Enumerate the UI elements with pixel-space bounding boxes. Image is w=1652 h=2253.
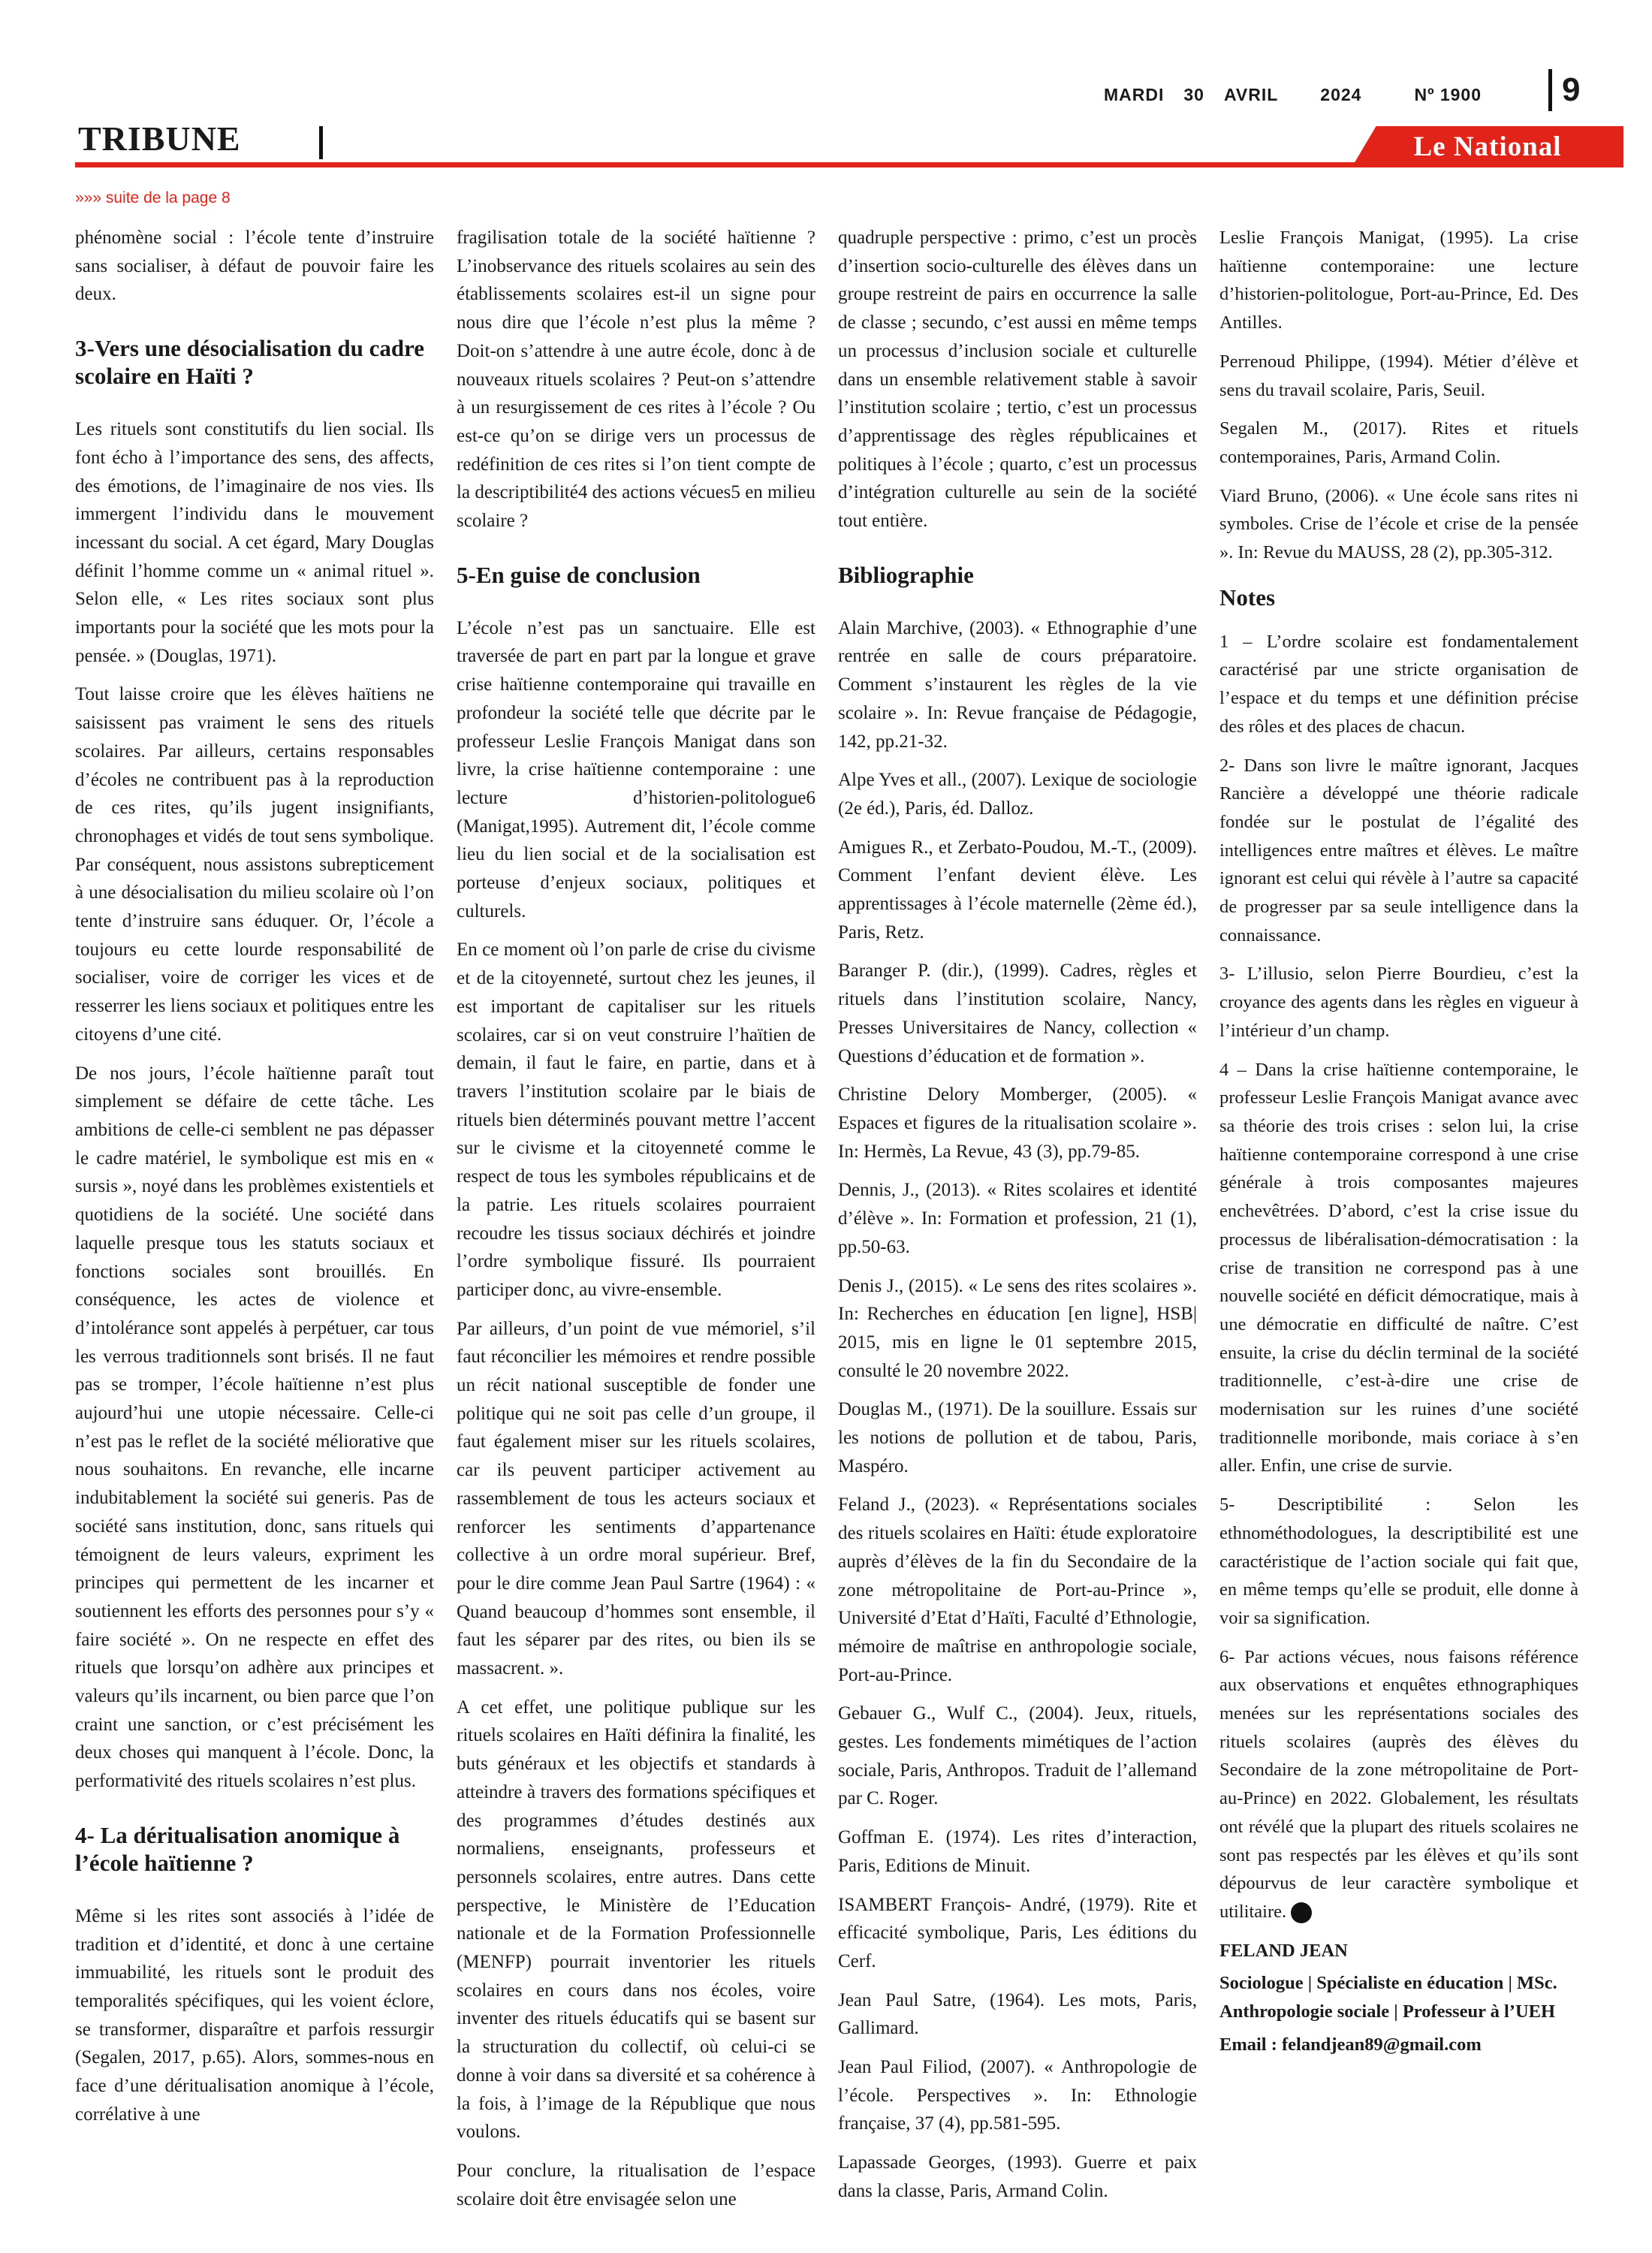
author-credentials: Sociologue | Spécialiste en éducation | MSc. Anthropologie sociale | Professeur à l’UEH — [1219, 1973, 1557, 2022]
section-rubric: TRIBUNE — [78, 119, 241, 158]
paragraph: Les rituels sont constitutifs du lien social. Ils font écho à l’importance des sens, des affects, des émotions, de l’imaginaire de nos vies. Ils immergent l’individu dans le mouvement incessant du social. A cet égard, Mary Douglas définit l’homme comme un « animal rituel ». Selon elle, « Les rites sociaux sont plus importants pour la société que les mots pour la pensée. » (Douglas, 1971). — [75, 419, 434, 666]
bibliography-entry: Gebauer G., Wulf C., (2004). Jeux, rituels, gestes. Les fondements mimétiques de l’action sociale, Paris, Anthropos. Traduit de l’allemand par C. Roger. — [838, 1703, 1197, 1809]
paragraph: L’école n’est pas un sanctuaire. Elle est traversée de part en part par la longue et grave crise haïtienne contemporaine qui travaille en profondeur la société telle que décrite par le professeur Leslie François Manigat dans son livre, la crise haïtienne contemporaine : une lecture d’historien-politologue6 (Manigat,1995). Autrement dit, l’école comme lieu du lien social et de la socialisation est porteuse d’enjeux sociaux, politiques et culturels. — [457, 617, 815, 921]
page-number: 9 — [1562, 71, 1581, 108]
note-item — [1219, 1643, 1578, 1926]
bibliography-entry: Christine Delory Momberger, (2005). « Espaces et figures de la ritualisation scolaire ». In: Hermès, La Revue, 43 (3), pp.79-85. — [838, 1084, 1197, 1162]
paragraph: quadruple perspective : primo, c’est un procès d’insertion socio-culturelle des élèves dans un groupe restreint de pairs en occurrence la salle de classe ; secundo, c’est aussi en même temps un processus d’inclusion sociale et culturelle dans un ensemble relativement stable à savoir l’institution scolaire ; tertio, c’est un processus d’apprentissage des règles républicaines et politiques à l’école ; quarto, c’est un processus d’intégration culturelle au sein de la société tout entière. — [838, 228, 1197, 532]
paragraph: Pour conclure, la ritualisation de l’espace scolaire doit être envisagée selon une — [457, 2161, 815, 2209]
section-heading: 5-En guise de conclusion — [457, 561, 701, 588]
bibliography-entry: Segalen M., (2017). Rites et rituels contemporaines, Paris, Armand Colin. — [1219, 418, 1578, 467]
paragraph: Par ailleurs, d’un point de vue mémoriel, s’il faut réconcilier les mémoires et rendre possible un récit national susceptible de fonder une politique qui ne soit pas celle d’un groupe, il faut également miser sur les rituels scolaires, car ils peuvent participer activement au rassemblement de tous les acteurs sociaux et renforcer les sentiments d’appartenance collective à un ordre moral supérieur. Bref, pour le dire comme Jean Paul Sartre (1964) : « Quand beaucoup d’hommes sont ensemble, il faut les séparer par des rites, ou bien ils se massacrent. ». — [457, 1318, 815, 1679]
paragraph: fragilisation totale de la société haïtienne ? L’inobservance des rituels scolaires au sein des établissements scolaires est-il un signe pour nous dire que l’école n’est plus la même ? Doit-on s’attendre à une autre école, donc à de nouveaux rituels scolaires ? Peut-on s’attendre à un resurgissement de ces rites à l’école ? Ou est-ce qu’on se dirige vers un processus de redéfinition de ces rites si l’on tient compte de la descriptibilité4 des actions vécues5 en milieu scolaire ? — [457, 228, 815, 532]
bibliography-entry: ISAMBERT François- André, (1979). Rite et efficacité symbolique, Paris, Les éditions du Cerf. — [838, 1894, 1197, 1971]
paragraph: Même si les rites sont associés à l’idée de tradition et d’identité, et donc à une certaine immuabilité, les rituels sont le produit des temporalités spécifiques, qui les voient éclore, se transformer, disparaître et parfois ressurgir (Segalen, 2017, p.65). Alors, sommes-nous en face d’une déritualisation anomique à l’école, corrélative à une — [75, 1905, 434, 2125]
note-item: 5- Descriptibilité : Selon les ethnométhodologues, la descriptibilité est une caractéristique de l’action sociale qui fait que, en même temps qu’elle se produit, elle donne à voir sa signification. — [1219, 1494, 1578, 1628]
bibliography-entry: Dennis, J., (2013). « Rites scolaires et identité d’élève ». In: Formation et profession, 21 (1), pp.50-63. — [838, 1180, 1197, 1257]
bibliography-entry: Denis J., (2015). « Le sens des rites scolaires ». In: Recherches en éducation [en ligne], HSB| 2015, mis en ligne le 01 septembre 2015, consulté le 20 novembre 2022. — [838, 1275, 1197, 1381]
bibliography-entry: Douglas M., (1971). De la souillure. Essais sur les notions de pollution et de tabou, Paris, Maspéro. — [838, 1399, 1197, 1476]
issue-day: MARDI — [1104, 85, 1165, 104]
issue-number: Nº 1900 — [1414, 85, 1482, 104]
bibliography-entry: Goffman E. (1974). Les rites d’interaction, Paris, Editions de Minuit. — [838, 1827, 1197, 1876]
issue-month: AVRIL — [1223, 85, 1279, 104]
rubric-divider — [319, 126, 323, 159]
masthead-logo: Le National — [1413, 131, 1562, 162]
note-text: 6- Par actions vécues, nous faisons référence aux observations et enquêtes ethnographiques menées sur les représentations sociales des rituels scolaires (auprès des élèves du Secondaire de la zone métropolitaine de Port-au-Prince) en 2022. Globalement, les résultats ont révélé que la plupart des rituels scolaires ne sont pas respectés par les élèves et qu’ils sont dépourvus de leur caractère symbolique et utilitaire. — [1219, 1646, 1578, 1922]
bibliography-heading: Bibliographie — [838, 561, 974, 588]
continued-from-note: »»» suite de la page 8 — [75, 189, 231, 207]
bibliography-entry: Feland J., (2023). « Représentations sociales des rituels scolaires en Haïti: étude exploratoire auprès d’élèves de la fin du Secondaire de la zone métropolitaine de Port-au-Prince », Université d’Etat d’Haïti, Faculté d’Ethnologie, mémoire de maîtrise en anthropologie sociale, Port-au-Prince. — [838, 1494, 1197, 1685]
header-divider — [1548, 69, 1552, 111]
note-item: 4 – Dans la crise haïtienne contemporaine, le professeur Leslie François Manigat avance avec sa théorie des trois crises : selon lui, la crise haïtienne contemporaine correspond à une crise générale à trois composantes majeures enchevêtrées. D’abord, c’est la crise issue du processus de libéralisation-démocratisation : la crise de transition ne correspond pas à une nouvelle société en déficit démocratique, mais à une démocratie en difficulté de naître. C’est ensuite, la crise du déclin terminal de la société traditionnelle, c’est-à-dire une crise de modernisation sur les ruines d’une société traditionnelle moribonde, mais coriace à s’en aller. Enfin, une crise de survie. — [1219, 1059, 1578, 1476]
end-of-article-icon — [1291, 1902, 1312, 1923]
bibliography-entry: Lapassade Georges, (1993). Guerre et paix dans la classe, Paris, Armand Colin. — [838, 2152, 1197, 2201]
bibliography-entry: Alain Marchive, (2003). « Ethnographie d’une rentrée en salle de cours préparatoire. Comment s’instaurent les règles de la vie scolaire ». In: Revue française de Pédagogie, 142, pp.21-32. — [838, 617, 1197, 752]
article-column-3 — [838, 224, 1197, 2216]
issue-year: 2024 — [1320, 85, 1362, 104]
issue-date-line — [1104, 85, 1524, 105]
bibliography-entry: Jean Paul Satre, (1964). Les mots, Paris, Gallimard. — [838, 1989, 1197, 2039]
bibliography-entry: Viard Bruno, (2006). « Une école sans rites ni symboles. Crise de l’école et crise de la pensée ». In: Revue du MAUSS, 28 (2), pp.305-312. — [1219, 485, 1578, 563]
article-column-2 — [457, 224, 815, 2224]
paragraph: phénomène social : l’école tente d’instruire sans socialiser, à défaut de pouvoir faire les deux. — [75, 228, 434, 305]
bibliography-entry: Baranger P. (dir.), (1999). Cadres, règles et rituels dans l’institution scolaire, Nancy, Presses Universitaires de Nancy, collection « Questions d’éducation et de formation ». — [838, 961, 1197, 1066]
author-email: Email : felandjean89@gmail.com — [1219, 2034, 1482, 2055]
paragraph: En ce moment où l’on parle de crise du civisme et de la citoyenneté, surtout chez les jeunes, il est important de capitaliser sur les rituels scolaires, car si on veut construire l’haïtien de demain, il faut le faire, en partie, dans et à travers l’institution scolaire par le biais de rituels bien déterminés pouvant mettre l’accent sur le civisme et la citoyenneté comme le respect de tous les symboles républicains et de la patrie. Les rituels scolaires pourraient recoudre les tissus sociaux déchirés et joindre l’ordre symbolique fissuré. Ils pourraient participer donc, au vivre-ensemble. — [457, 940, 815, 1300]
note-item: 3- L’illusio, selon Pierre Bourdieu, c’est la croyance des agents dans les règles en vigueur à l’intérieur d’un champ. — [1219, 964, 1578, 1041]
article-column-1 — [75, 224, 434, 2139]
article-column-4 — [1219, 224, 1578, 2063]
bibliography-entry: Leslie François Manigat, (1995). La crise haïtienne contemporaine: une lecture d’historien-politologue, Port-au-Prince, Ed. Des Antilles. — [1219, 228, 1578, 333]
bibliography-entry: Jean Paul Filiod, (2007). « Anthropologie de l’école. Perspectives ». In: Ethnologie française, 37 (4), pp.581-595. — [838, 2057, 1197, 2134]
author-name: FELAND JEAN — [1219, 1940, 1348, 1961]
paragraph: Tout laisse croire que les élèves haïtiens ne saisissent pas vraiment le sens des rituels scolaires. Par ailleurs, certains responsables d’écoles ne contribuent pas à la reproduction de ces rites, qu’ils jugent insignifiants, chronophages et vidés de tout sens symbolique. Par conséquent, nous assistons subrepticement à une désocialisation du milieu scolaire où l’on tente d’instruire sans éduquer. Or, l’école a toujours eu cette lourde responsabilité de socialiser, voire de corriger les vices et de resserrer les liens sociaux et politiques entre les citoyens d’une cité. — [75, 684, 434, 1045]
section-heading: 4- La déritualisation anomique à l’école haïtienne ? — [75, 1821, 400, 1876]
paragraph: A cet effet, une politique publique sur les rituels scolaires en Haïti définira la finalité, les buts généraux et les objectifs et standards à atteindre à travers des formations spécifiques et des programmes d’études destinés aux normaliens, enseignants, professeurs et personnels scolaires, entre autres. Dans cette perspective, le Ministère de l’Education nationale et de la Formation Professionnelle (MENFP) pourrait inventorier les rituels scolaires en cours dans nos écoles, voire inventer des rituels éducatifs qui se basent sur la structuration du collectif, où celui-ci se donne à voir dans sa diversité et sa cohérence à la fois, à l’image de la République que nous voulons. — [457, 1697, 815, 2143]
bibliography-entry: Perrenoud Philippe, (1994). Métier d’élève et sens du travail scolaire, Paris, Seuil. — [1219, 351, 1578, 400]
notes-heading: Notes — [1219, 584, 1276, 611]
paragraph: De nos jours, l’école haïtienne paraît tout simplement se défaire de cette tâche. Les ambitions de celle-ci semblent ne pas dépasser le cadre matériel, le symbolique est mis en « sursis », noyé dans les problèmes existentiels et quotidiens de la société. Une société dans laquelle presque tous les statuts sociaux et fonctions sociales sont brouillés. En conséquence, les actes de violence et d’intolérance sont appelés à perpétuer, car tous les verrous traditionnels sont brisés. Il ne faut pas se tromper, l’école haïtienne n’est plus aujourd’hui une utopie nécessaire. Celle-ci n’est pas le reflet de la société méliorative que nous souhaitons. En revanche, elle incarne indubitablement la société sui generis. Pas de société sans institution, donc, sans rituels qui témoignent de leurs valeurs, expriment les principes qui permettent de les incarner et soutiennent les efforts des personnes pour s’y « faire société ». On ne respecte en effet des rituels que lorsqu’on adhère aux principes et valeurs qu’ils incarnent, ou bien parce que l’on craint une sanction, or c’est précisément les deux choses qui manquent à l’école. Donc, la performativité des rituels scolaires n’est plus. — [75, 1063, 434, 1792]
bibliography-entry: Alpe Yves et all., (2007). Lexique de sociologie (2e éd.), Paris, éd. Dalloz. — [838, 770, 1197, 819]
note-item: 2- Dans son livre le maître ignorant, Jacques Rancière a développé une théorie radicale fondée sur le postulat de l’égalité des intelligences entre maîtres et élèves. Le maître ignorant est celui qui révèle à l’autre sa capacité de progresser par sa seule intelligence dans la connaissance. — [1219, 755, 1578, 946]
note-item: 1 – L’ordre scolaire est fondamentalement caractérisé par une stricte organisation de l’espace et du temps et une définition précise des rôles et des places de chacun. — [1219, 631, 1578, 737]
issue-date-number: 30 — [1183, 85, 1204, 104]
section-heading: 3-Vers une désocialisation du cadre scolaire en Haïti ? — [75, 335, 425, 390]
bibliography-entry: Amigues R., et Zerbato-Poudou, M.-T., (2009). Comment l’enfant devient élève. Les apprentissages à l’école maternelle (2ème éd.), Paris, Retz. — [838, 837, 1197, 943]
